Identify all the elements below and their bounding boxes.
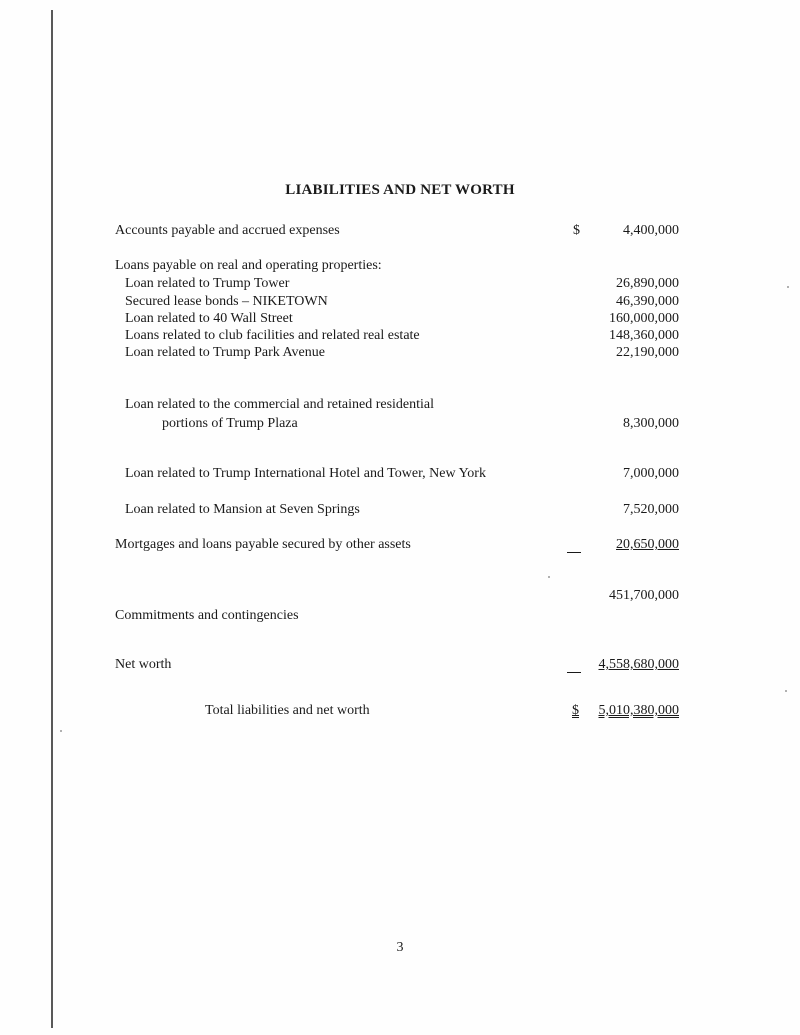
row-park-avenue: [0, 345, 800, 365]
row-amount: 160,000,000: [609, 311, 679, 326]
row-trump-plaza: [0, 416, 800, 436]
page-number: 3: [396, 940, 404, 955]
scan-speck: [548, 576, 550, 578]
row-amount: 7,000,000: [623, 466, 679, 481]
row-label: Loan related to Mansion at Seven Springs: [125, 502, 360, 517]
currency-symbol: $: [573, 223, 580, 238]
row-amount: 46,390,000: [616, 294, 679, 309]
scan-speck: [785, 690, 787, 692]
row-intl-hotel: [0, 466, 800, 486]
row-subtotal: [0, 588, 800, 608]
row-other-assets: [0, 537, 800, 557]
row-total: [0, 703, 800, 723]
row-label: Commitments and contingencies: [115, 608, 299, 623]
row-label: Net worth: [115, 657, 172, 672]
row-trump-tower: [0, 276, 800, 296]
row-amount: 20,650,000: [616, 537, 679, 552]
scan-speck: [60, 730, 62, 732]
row-label: Accounts payable and accrued expenses: [115, 223, 340, 238]
row-label: Loan related to 40 Wall Street: [125, 311, 293, 326]
section-heading: Loans payable on real and operating properties:: [115, 258, 382, 273]
row-commitments: [0, 608, 800, 628]
total-label: Total liabilities and net worth: [205, 703, 370, 718]
row-amount: 148,360,000: [609, 328, 679, 343]
row-amount: 4,400,000: [623, 223, 679, 238]
row-label: Mortgages and loans payable secured by other assets: [115, 537, 411, 552]
row-label: Loan related to Trump Tower: [125, 276, 290, 291]
row-amount: 22,190,000: [616, 345, 679, 360]
total-amount: 5,010,380,000: [598, 703, 679, 718]
page-title: LIABILITIES AND NET WORTH: [285, 182, 515, 198]
row-label: Loan related to Trump Park Avenue: [125, 345, 325, 360]
subtotal-amount: 451,700,000: [609, 588, 679, 603]
row-amount: 7,520,000: [623, 502, 679, 517]
row-label: Secured lease bonds – NIKETOWN: [125, 294, 328, 309]
row-label: Loans related to club facilities and related real estate: [125, 328, 420, 343]
underline-rule: [567, 672, 581, 673]
row-seven-springs: [0, 502, 800, 522]
row-amount: 4,558,680,000: [598, 657, 679, 672]
row-trump-plaza-line1: [0, 397, 800, 417]
row-loans-header: [0, 258, 800, 278]
underline-rule: [567, 552, 581, 553]
row-accounts-payable: [0, 223, 800, 243]
row-amount: 8,300,000: [623, 416, 679, 431]
currency-symbol: $: [572, 703, 579, 718]
row-label: Loan related to Trump International Hotel and Tower, New York: [125, 466, 486, 481]
row-label: Loan related to the commercial and retained residential: [125, 397, 435, 412]
row-net-worth: [0, 657, 800, 677]
row-amount: 26,890,000: [616, 276, 679, 291]
row-label-continued: portions of Trump Plaza: [162, 416, 298, 431]
